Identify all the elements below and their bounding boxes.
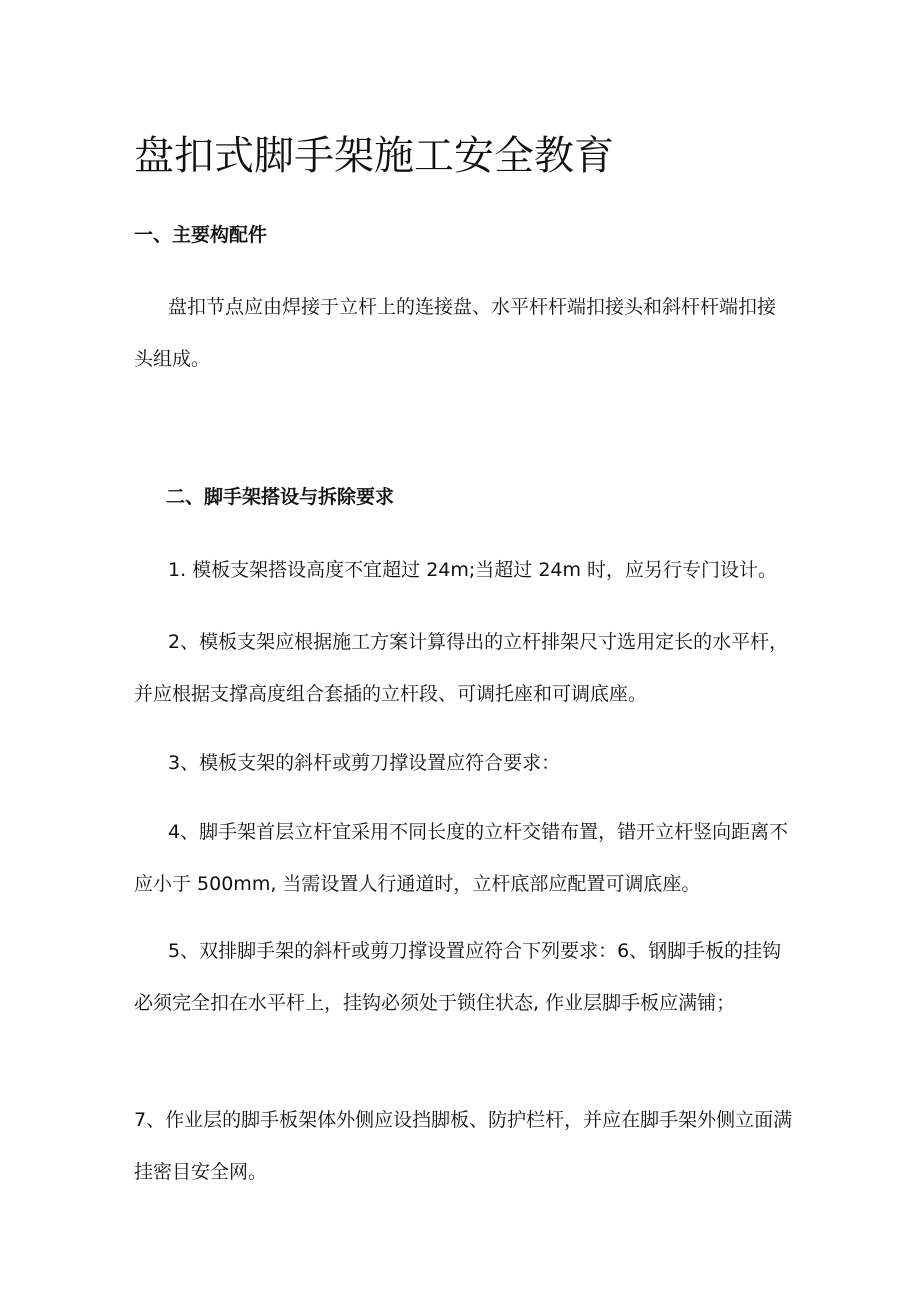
requirement-item-1: 1. 模板支架搭设高度不宜超过 24m;当超过 24m 时，应另行专门设计。 xyxy=(168,559,778,581)
requirement-item-5-6: 5、双排脚手架的斜杆或剪刀撑设置应符合下列要求：6、钢脚手板的挂钩必须完全扣在水平杆上，挂钩必须处于锁住状态, 作业层脚手板应满铺； xyxy=(134,940,782,1014)
document-title: 盘扣式脚手架施工安全教育 xyxy=(134,133,614,179)
section-heading-erection-requirements: 二、脚手架搭设与拆除要求 xyxy=(166,486,395,508)
requirement-item-4: 4、脚手架首层立杆宜采用不同长度的立杆交错布置，错开立杆竖向距离不应小于 500mm, 当需设置人行通道时，立杆底部应配置可调底座。 xyxy=(134,821,789,895)
requirement-item-2: 2、模板支架应根据施工方案计算得出的立杆排架尺寸选用定长的水平杆，并应根据支撑高度组合套插的立杆段、可调托座和可调底座。 xyxy=(134,631,789,705)
requirement-item-7: 7、作业层的脚手板架体外侧应设挡脚板、防护栏杆，并应在脚手架外侧立面满挂密目安全网。 xyxy=(134,1109,793,1183)
paragraph-main-components: 盘扣节点应由焊接于立杆上的连接盘、水平杆杆端扣接头和斜杆杆端扣接头组成。 xyxy=(134,296,777,370)
requirement-item-3: 3、模板支架的斜杆或剪刀撑设置应符合要求： xyxy=(168,752,561,774)
section-heading-main-components: 一、主要构配件 xyxy=(134,224,268,246)
